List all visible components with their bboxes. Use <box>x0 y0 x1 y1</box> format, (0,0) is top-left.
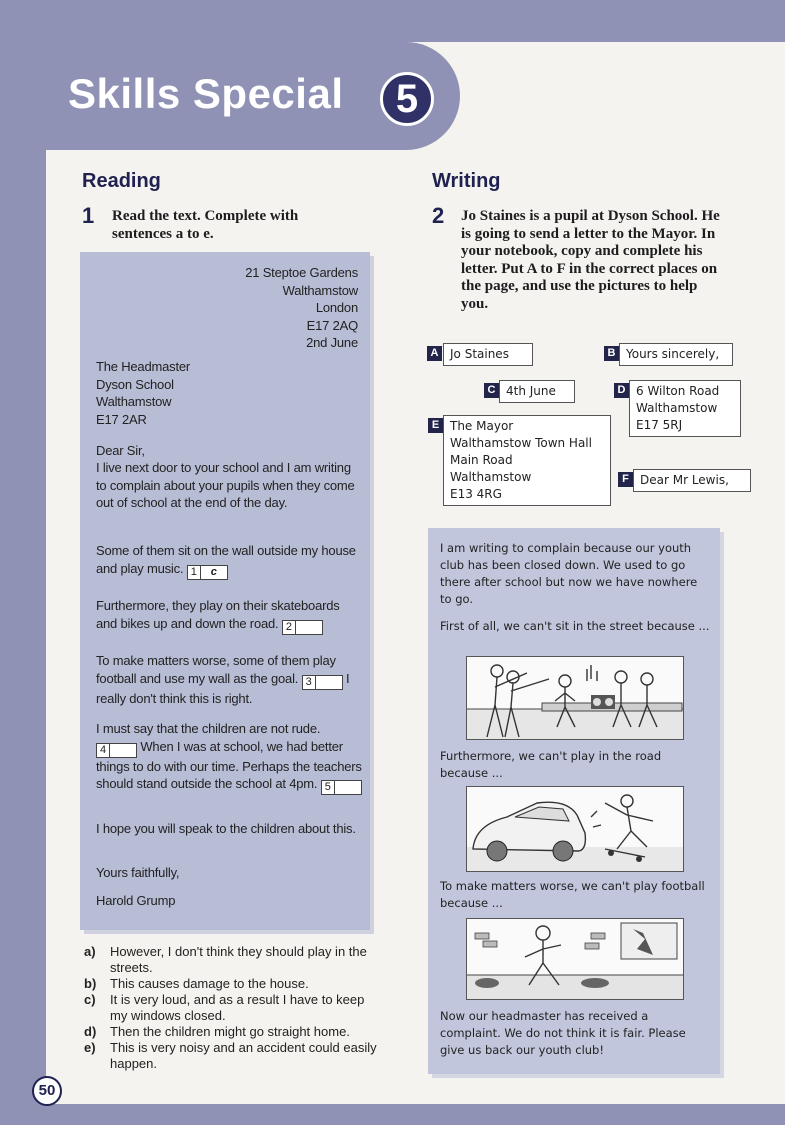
teens-on-street-illustration <box>467 657 683 739</box>
option-letter: c) <box>84 992 96 1007</box>
unit-number-badge: 5 <box>380 72 434 126</box>
gap-number: 4 <box>97 744 110 757</box>
option-b <box>84 976 384 992</box>
gap-number: 5 <box>322 781 335 794</box>
street-picture <box>466 656 684 740</box>
top-band <box>0 0 785 42</box>
gap-1[interactable] <box>187 565 228 580</box>
option-letter: e) <box>84 1040 96 1055</box>
recipient-line: Walthamstow <box>96 394 172 409</box>
badge-c: C <box>484 383 499 398</box>
car-and-skateboarder-illustration <box>467 787 683 871</box>
tag-e <box>443 415 611 506</box>
gap-number: 1 <box>188 566 201 579</box>
letter-date: 2nd June <box>306 335 358 350</box>
exercise-1-number: 1 <box>82 203 95 228</box>
tag-line: Main Road <box>450 453 513 467</box>
draft-paragraph-5: Now our headmaster has received a complaint. We do not think it is fair. Please give us back our youth club! <box>440 1009 686 1057</box>
option-text: This causes damage to the house. <box>110 976 309 991</box>
letter-signature: Harold Grump <box>96 893 176 908</box>
sentence-options <box>84 944 384 1072</box>
option-e <box>84 1040 384 1072</box>
option-text: This is very noisy and an accident could easily happen. <box>110 1040 377 1071</box>
address-line: London <box>315 300 358 315</box>
option-text: It is very loud, and as a result I have to keep my windows closed. <box>110 992 365 1023</box>
draft-paragraph-2: First of all, we can't sit in the street because ... <box>440 619 710 633</box>
draft-paragraph-3: Furthermore, we can't play in the road because ... <box>440 749 662 780</box>
paragraph-text: To make matters worse, some of them play football and use my wall as the goal. <box>96 653 336 686</box>
letter-paragraph-2 <box>96 542 364 580</box>
recipient-line: The Headmaster <box>96 359 191 374</box>
letter-paragraph-1: I live next door to your school and I am writing to complain about your pupils when they come out of school at the end of the day. <box>96 460 355 510</box>
sender-address <box>228 264 358 352</box>
recipient-line: E17 2AR <box>96 411 147 427</box>
left-band <box>0 0 46 1125</box>
tag-line: E13 4RG <box>450 487 502 501</box>
option-c <box>84 992 384 1024</box>
tag-f: Dear Mr Lewis, <box>633 469 751 492</box>
draft-paragraph-1: I am writing to complain because our youth club has been closed down. We used to go there after school but now we have nowhere to go. <box>440 541 698 606</box>
option-a <box>84 944 384 976</box>
football-against-wall-illustration <box>467 919 683 999</box>
paragraph-text: Furthermore, they play on their skateboards and bikes up and down the road. <box>96 598 340 631</box>
reading-heading: Reading <box>82 170 161 192</box>
gap-number: 2 <box>283 621 296 634</box>
gap-5[interactable] <box>321 780 362 795</box>
letter-closing: Yours faithfully, <box>96 865 180 880</box>
tag-line: 6 Wilton Road <box>636 384 720 398</box>
badge-d: D <box>614 383 629 398</box>
letter-paragraph-4 <box>96 652 364 707</box>
tag-line: Walthamstow <box>450 470 532 484</box>
tag-d <box>629 380 741 437</box>
wall-picture <box>466 918 684 1000</box>
letter-greeting: Dear Sir, <box>96 443 145 458</box>
option-letter: a) <box>84 944 96 959</box>
draft-letter <box>428 528 720 1074</box>
option-d <box>84 1024 384 1040</box>
badge-e: E <box>428 418 443 433</box>
letter-paragraph-3 <box>96 597 364 635</box>
address-line: E17 2AQ <box>306 317 358 333</box>
letter-paragraph-5 <box>96 720 364 795</box>
tag-a: Jo Staines <box>443 343 533 366</box>
tag-c: 4th June <box>499 380 575 403</box>
paragraph-text: I really don't think this is right. <box>96 670 350 706</box>
letter-paragraph-6: I hope you will speak to the children about this. <box>96 821 356 836</box>
gap-3[interactable] <box>302 675 343 690</box>
exercise-1-instruction: Read the text. Complete with sentences a to e. <box>112 208 299 242</box>
address-line: 21 Steptoe Gardens <box>245 265 358 280</box>
address-line: Walthamstow <box>282 282 358 298</box>
page-title: Skills Special <box>68 70 344 117</box>
tag-b: Yours sincerely, <box>619 343 733 366</box>
option-text: Then the children might go straight home. <box>110 1024 350 1039</box>
page-number: 50 <box>32 1076 62 1106</box>
recipient-address <box>96 358 190 428</box>
tag-line: The Mayor <box>450 419 514 433</box>
exercise-2-number: 2 <box>432 203 445 228</box>
badge-a: A <box>427 346 442 361</box>
gap-2[interactable] <box>282 620 323 635</box>
exercise-2-instruction: Jo Staines is a pupil at Dyson School. He is going to send a letter to the Mayor. In your notebook, copy and complete his letter. Put A to F in the correct places on the page, and use the pictures to help you. <box>461 208 720 312</box>
draft-paragraph-4: To make matters worse, we can't play football because ... <box>440 879 705 910</box>
complaint-letter <box>80 252 370 930</box>
badge-f: F <box>618 472 633 487</box>
road-picture <box>466 786 684 872</box>
bottom-band <box>0 1104 785 1125</box>
gap-answer: c <box>210 565 217 578</box>
paragraph-text: I must say that the children are not rude. <box>96 721 321 736</box>
recipient-line: Dyson School <box>96 376 174 392</box>
tag-line: Walthamstow <box>636 401 718 415</box>
gap-number: 3 <box>303 676 316 689</box>
option-text: However, I don't think they should play in the streets. <box>110 944 367 975</box>
tag-line: Walthamstow Town Hall <box>450 436 592 450</box>
gap-4[interactable] <box>96 743 137 758</box>
writing-heading: Writing <box>432 170 501 192</box>
option-letter: b) <box>84 976 97 991</box>
badge-b: B <box>604 346 619 361</box>
paragraph-text: When I was at school, we had better things to do with our time. Perhaps the teachers should stand outside the school at 4pm. <box>96 738 362 791</box>
paragraph-text: Some of them sit on the wall outside my house and play music. <box>96 543 356 576</box>
option-letter: d) <box>84 1024 97 1039</box>
tag-line: E17 5RJ <box>636 418 683 432</box>
